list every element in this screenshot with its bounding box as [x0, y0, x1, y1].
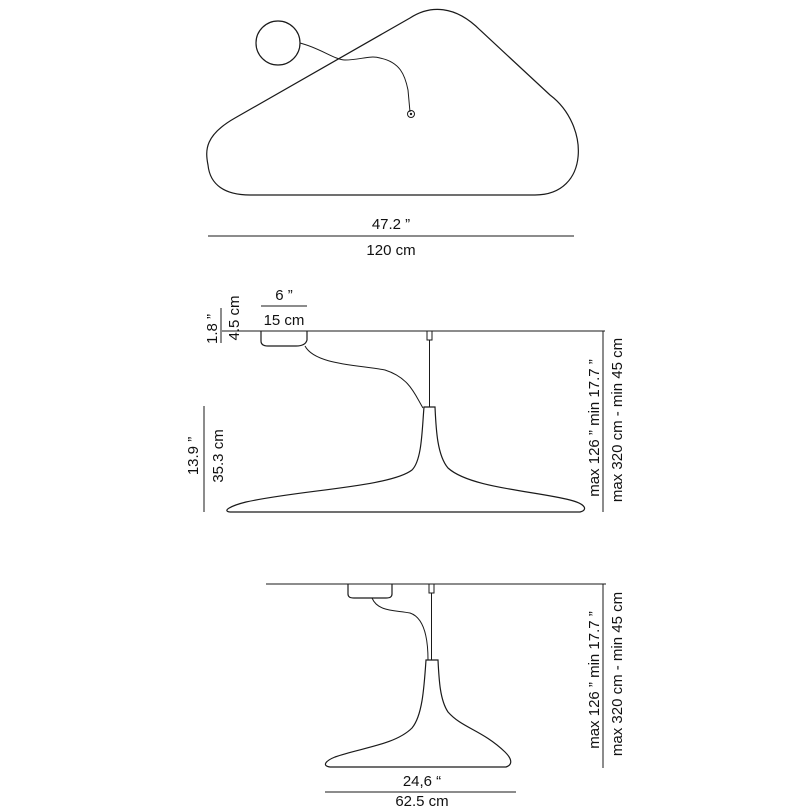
suspension-fitting-2 [429, 584, 434, 593]
drop-in-1: max 126 ” min 17.7 ” [586, 359, 603, 497]
power-cable-top [300, 43, 410, 112]
canopy-height-cm: 4.5 cm [226, 295, 243, 341]
shade-height-in: 13.9 ” [185, 436, 202, 476]
power-cable-2 [372, 598, 428, 660]
canopy-width-in: 6 ” [275, 287, 293, 304]
shade-height-cm: 35.3 cm [210, 429, 227, 483]
canopy-width-cm: 15 cm [263, 312, 305, 329]
canopy-1 [261, 331, 307, 346]
canopy-circle-top [256, 21, 300, 65]
power-cable-1 [305, 346, 423, 408]
top-width-cm: 120 cm [366, 242, 416, 259]
canopy-height-in: 1.8 ” [204, 313, 221, 345]
drop-cm-2: max 320 cm - min 45 cm [609, 591, 626, 757]
suspension-fitting-1 [427, 331, 432, 340]
top-view [207, 9, 579, 259]
drop-cm-1: max 320 cm - min 45 cm [609, 337, 626, 503]
drop-in-2: max 126 ” min 17.7 ” [586, 611, 603, 749]
top-width-in: 47.2 ” [371, 216, 411, 233]
shade-1 [227, 407, 585, 512]
cable-connector-dot [410, 113, 412, 115]
diameter-cm: 62.5 cm [395, 793, 449, 810]
shade-2 [325, 660, 510, 767]
shade-outline-top [207, 9, 579, 195]
side-view-2 [266, 584, 626, 810]
diameter-in: 24,6 “ [402, 773, 442, 790]
side-view-1 [185, 287, 626, 512]
canopy-2 [348, 584, 392, 598]
